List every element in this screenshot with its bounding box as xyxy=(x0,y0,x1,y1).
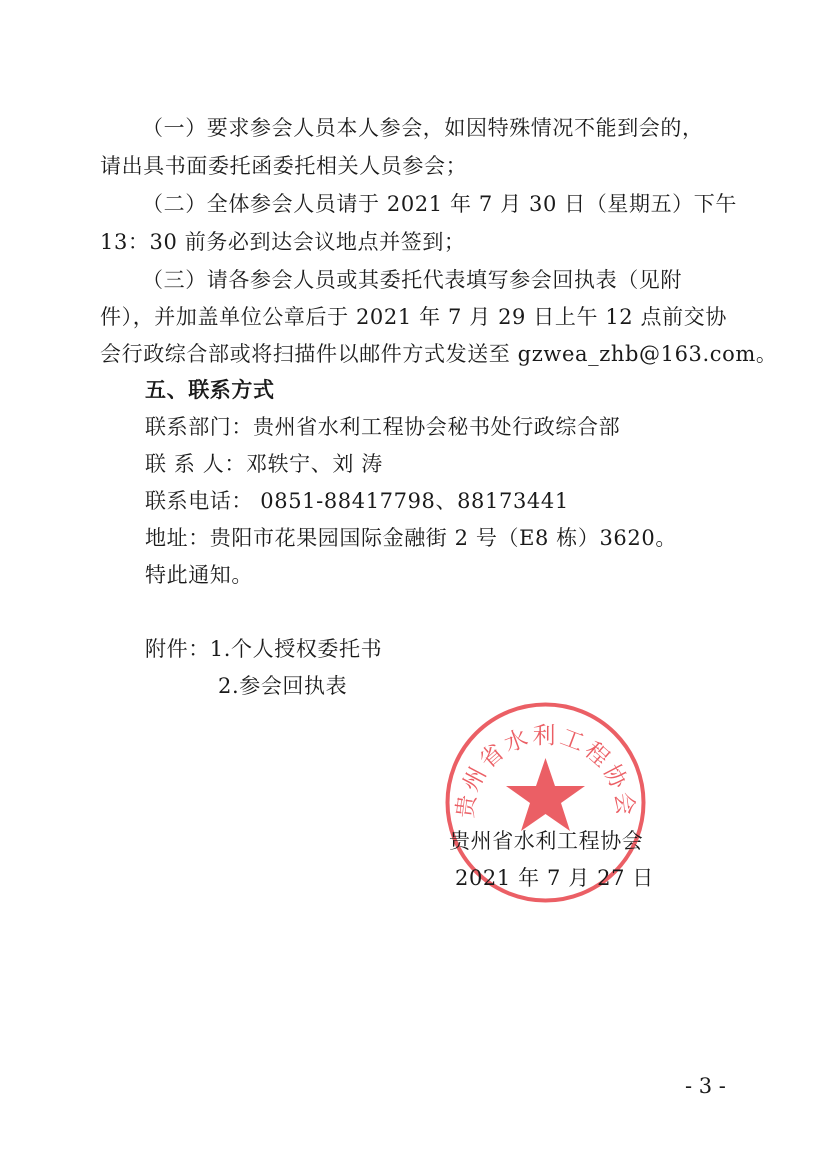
para3-line3: 会行政综合部或将扫描件以邮件方式发送至 gzwea_zhb@163.com。 xyxy=(100,342,778,366)
para3-line1: （三）请各参会人员或其委托代表填写参会回执表（见附 xyxy=(142,268,682,292)
para3-line2: 件），并加盖单位公章后于 2021 年 7 月 29 日上午 12 点前交协 xyxy=(100,305,727,329)
para1-line2: 请出具书面委托函委托相关人员参会； xyxy=(100,154,468,178)
attachment-line1: 附件：1.个人授权委托书 xyxy=(145,637,383,661)
attachment-line2: 2.参会回执表 xyxy=(218,674,348,698)
contact-address: 地址：贵阳市花果园国际金融街 2 号（E8 栋）3620。 xyxy=(145,526,677,550)
para1-line1: （一）要求参会人员本人参会，如因特殊情况不能到会的， xyxy=(142,116,704,140)
signature-date: 2021 年 7 月 27 日 xyxy=(455,866,654,890)
contact-heading: 五、联系方式 xyxy=(145,377,275,402)
closing-text: 特此通知。 xyxy=(145,563,253,587)
page-number: - 3 - xyxy=(685,1074,726,1098)
para2-line2: 13：30 前务必到达会议地点并签到； xyxy=(100,230,466,254)
contact-phone: 联系电话： 0851-88417798、88173441 xyxy=(145,489,569,513)
contact-person: 联 系 人：邓轶宁、刘 涛 xyxy=(145,452,383,476)
para2-line1: （二）全体参会人员请于 2021 年 7 月 30 日（星期五）下午 xyxy=(142,192,737,216)
seal-text: 贵州省水利工程协会 xyxy=(452,722,639,820)
signature-org: 贵州省水利工程协会 xyxy=(449,829,644,853)
contact-dept: 联系部门：贵州省水利工程协会秘书处行政综合部 xyxy=(145,415,621,439)
